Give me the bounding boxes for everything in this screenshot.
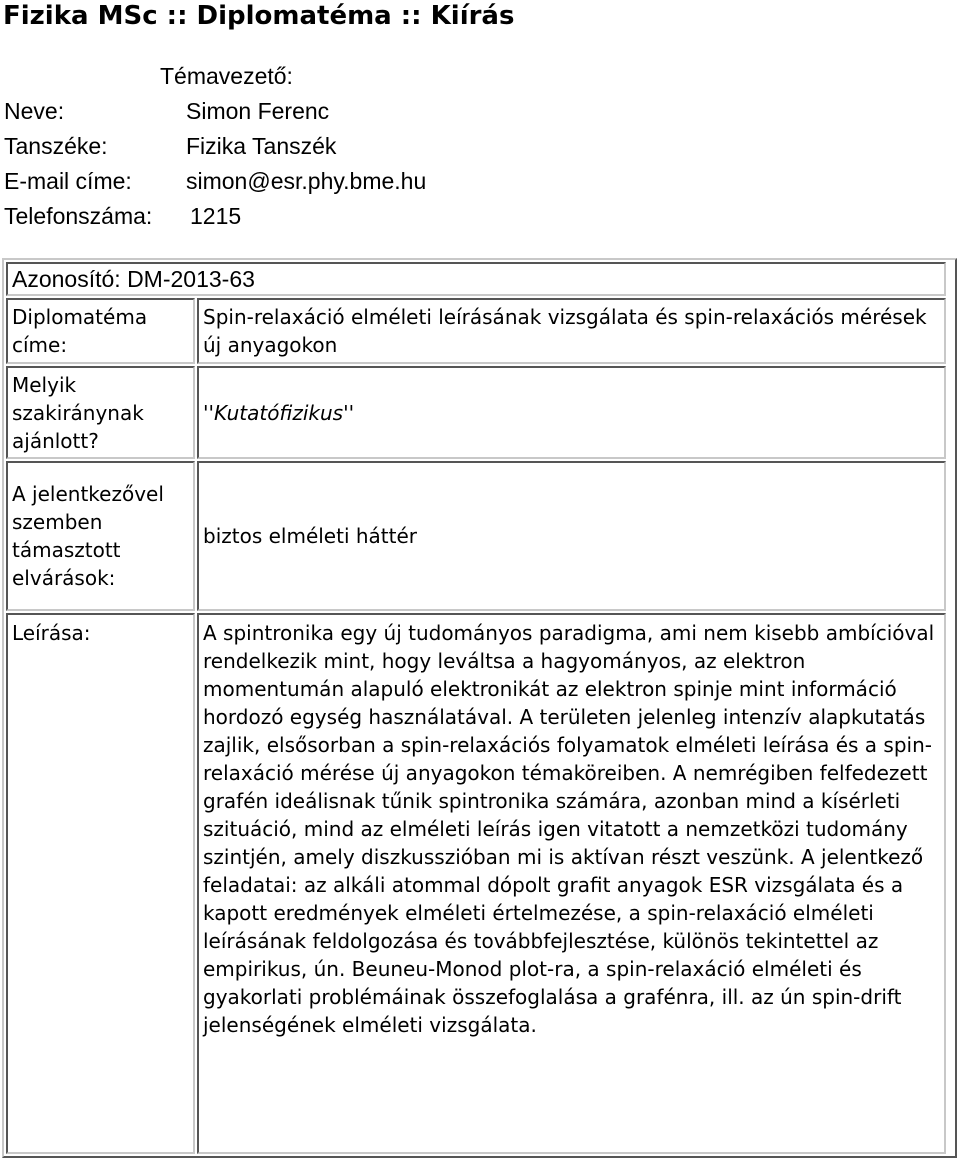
supervisor-department: Fizika Tanszék	[186, 133, 337, 159]
thesis-title: Spin-relaxáció elméleti leírásának vizsgálata és spin-relaxációs mérések új anyagokon	[203, 305, 927, 357]
specialization-label: Melyik szakiránynak ajánlott?	[12, 372, 144, 453]
specialization-value: ''Kutatófizikus''	[203, 400, 355, 425]
thesis-id-cell	[6, 262, 946, 296]
expectations-value-cell	[197, 461, 946, 611]
supervisor-heading: Témavezető:	[160, 63, 293, 89]
title-label-cell	[6, 298, 195, 364]
thesis-id: Azonosító: DM-2013-63	[12, 266, 255, 292]
description-value-cell	[197, 613, 946, 1154]
specialization-label-cell	[6, 366, 195, 459]
supervisor-email: simon@esr.phy.bme.hu	[186, 168, 427, 194]
supervisor-phone-label: Telefonszáma:	[4, 203, 153, 229]
description-label: Leírása:	[12, 621, 91, 645]
supervisor-name: Simon Ferenc	[186, 98, 330, 124]
specialization-value-cell	[197, 366, 946, 459]
thesis-table	[2, 258, 957, 1158]
page-title: Fizika MSc :: Diplomatéma :: Kiírás	[3, 1, 515, 31]
description-value: A spintronika egy új tudományos paradigma, ami nem kisebb ambícióval rendelkezik mint, hogy leváltsa a hagyományos, az elektron momentumán alapuló elektronikát az elektron spinje mint információ hordozó egység használatával. A területen jelenleg intenzív alapkutatás zajlik, elsősorban a spin-relaxációs folyamatok elméleti leírása és a spin-relaxáció mérése új anyagokon témaköreiben. A nemrégiben felfedezett grafén ideálisnak tűnik spintronika számára, azonban mind a kísérleti szituáció, mind az elméleti leírás igen vitatott a nemzetközi tudomány szintjén, amely diszkusszióban mi is aktívan részt veszünk. A jelentkező feladatai: az alkáli atommal dópolt grafit anyagok ESR vizsgálata és a kapott eredmények elméleti értelmezése, a spin-relaxáció elméleti leírásának feldolgozása és továbbfejlesztése, különös tekintettel az empirikus, ún. Beuneu-Monod plot-ra, a spin-relaxáció elméleti és gyakorlati problémáinak összefoglalása a grafénra, ill. az ún spin-drift jelenségének elméleti vizsgálata.	[203, 621, 935, 1037]
supervisor-department-label: Tanszéke:	[4, 133, 108, 159]
title-label: Diplomatéma címe:	[12, 305, 148, 357]
expectations-label-cell	[6, 461, 195, 611]
supervisor-email-label: E-mail címe:	[4, 168, 132, 194]
supervisor-phone: 1215	[190, 203, 242, 229]
title-value-cell	[197, 298, 946, 364]
expectations-label: A jelentkezővel szemben támasztott elvárások:	[12, 482, 164, 590]
expectations-value: biztos elméleti háttér	[203, 524, 418, 548]
supervisor-name-label: Neve:	[4, 98, 65, 124]
description-label-cell	[6, 613, 195, 1154]
